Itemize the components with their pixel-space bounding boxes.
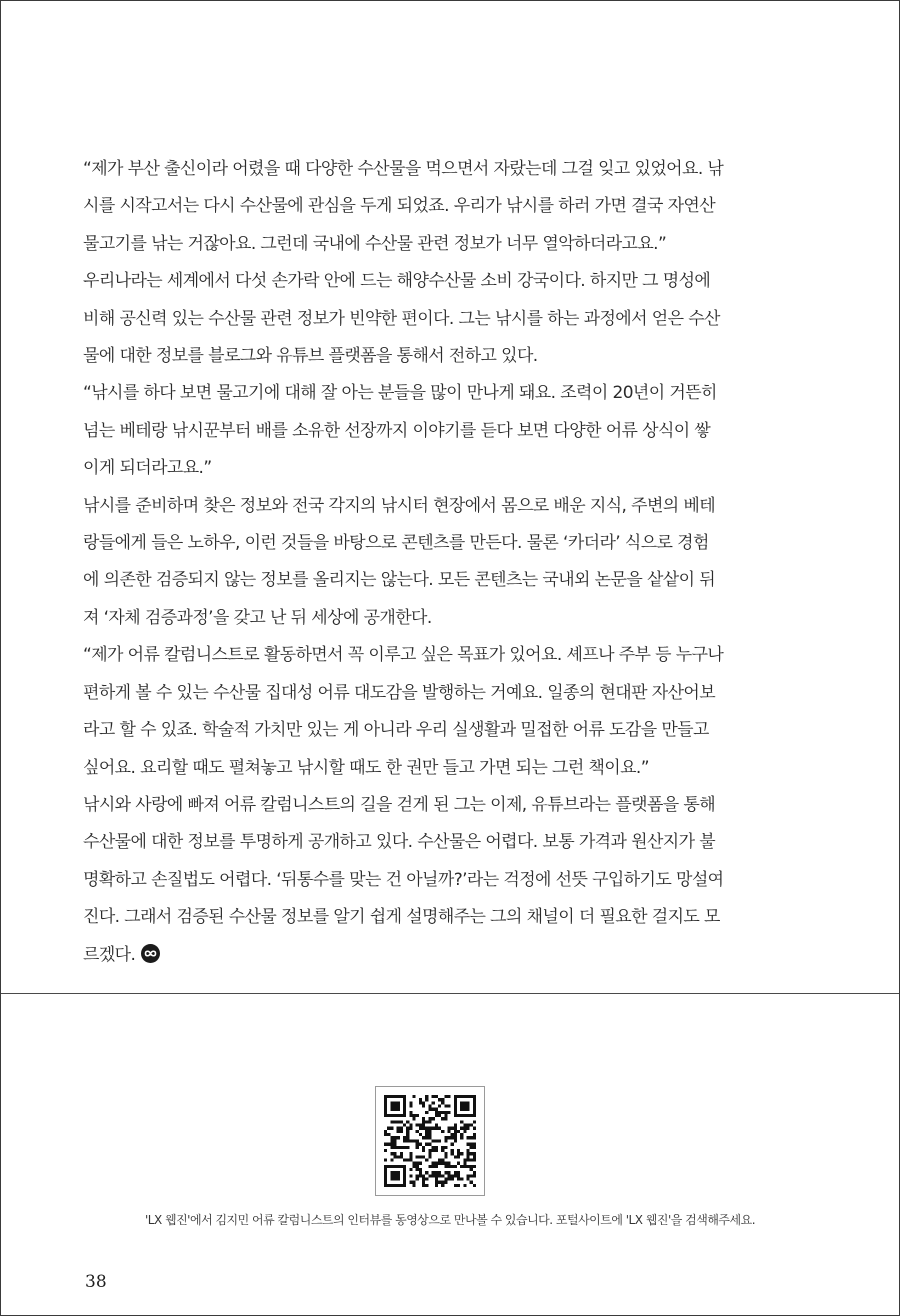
- section-divider: [1, 993, 899, 994]
- text-line-last: [83, 937, 781, 974]
- text-line: 라고 할 수 있죠. 학술적 가치만 있는 게 아니라 우리 실생활과 밀접한 어류 도감을 만들고: [83, 720, 709, 741]
- article-paragraph: [83, 787, 781, 974]
- page-number: 38: [85, 1272, 107, 1292]
- text-line: 낚시와 사랑에 빠져 어류 칼럼니스트의 길을 걷게 된 그는 이제, 유튜브라는 플랫폼을 통해: [83, 794, 716, 815]
- text-line: 넘는 베테랑 낚시꾼부터 배를 소유한 선장까지 이야기를 듣다 보면 다양한 어류 상식이 쌓: [83, 420, 711, 441]
- text-line: 져 ‘자체 검증과정’을 갖고 난 뒤 세상에 공개한다.: [83, 607, 432, 628]
- text-line: 물고기를 낚는 거잖아요. 그런데 국내에 수산물 관련 정보가 너무 열악하더라고요.”: [83, 233, 667, 254]
- lx-end-mark-icon: [141, 944, 160, 963]
- text-line-content: 르겠다.: [83, 944, 136, 965]
- text-line: 시를 시작고서는 다시 수산물에 관심을 두게 되었죠. 우리가 낚시를 하러 가면 결국 자연산: [83, 196, 716, 217]
- qr-caption: 'LX 웹진'에서 김지민 어류 칼럼니스트의 인터뷰를 동영상으로 만나볼 수 있습니다. 포털사이트에 'LX 웹진'을 검색해주세요.: [144, 1213, 756, 1227]
- article-paragraph: [83, 375, 781, 487]
- text-line: 에 의존한 검증되지 않는 정보를 올리지는 않는다. 모든 콘텐츠는 국내외 논문을 샅샅이 뒤: [83, 570, 716, 591]
- text-line: 명확하고 손질법도 어렵다. ‘뒤통수를 맞는 건 아닐까?’라는 걱정에 선뜻 구입하기도 망설여: [83, 869, 724, 890]
- qr-code-icon[interactable]: [375, 1086, 485, 1196]
- text-line: 이게 되더라고요.”: [83, 458, 212, 479]
- text-line: 랑들에게 들은 노하우, 이런 것들을 바탕으로 콘텐츠를 만든다. 물론 ‘카더라’ 식으로 경험: [83, 533, 709, 554]
- article-paragraph: [83, 637, 781, 787]
- text-line: 낚시를 준비하며 찾은 정보와 전국 각지의 낚시터 현장에서 몸으로 배운 지식, 주변의 베테: [83, 495, 716, 516]
- text-line: 비해 공신력 있는 수산물 관련 정보가 빈약한 편이다. 그는 낚시를 하는 과정에서 얻은 수산: [83, 308, 720, 329]
- text-line: 우리나라는 세계에서 다섯 손가락 안에 드는 해양수산물 소비 강국이다. 하지만 그 명성에: [83, 271, 711, 292]
- article-paragraph: [83, 151, 781, 263]
- text-line: 물에 대한 정보를 블로그와 유튜브 플랫폼을 통해서 전하고 있다.: [83, 346, 538, 367]
- text-line: 수산물에 대한 정보를 투명하게 공개하고 있다. 수산물은 어렵다. 보통 가격과 원산지가 불: [83, 832, 716, 853]
- text-line: “제가 부산 출신이라 어렸을 때 다양한 수산물을 먹으면서 자랐는데 그걸 잊고 있었어요. 낚: [83, 159, 724, 179]
- article-paragraph: [83, 488, 781, 638]
- article-body: [83, 151, 781, 974]
- text-line: 싶어요. 요리할 때도 펼쳐놓고 낚시할 때도 한 권만 들고 가면 되는 그런 책이요.”: [83, 757, 649, 778]
- article-paragraph: [83, 263, 781, 375]
- text-line: 진다. 그래서 검증된 수산물 정보를 알기 쉽게 설명해주는 그의 채널이 더 필요한 걸지도 모: [83, 907, 720, 928]
- text-line: “제가 어류 칼럼니스트로 활동하면서 꼭 이루고 싶은 목표가 있어요. 셰프나 주부 등 누구나: [83, 645, 724, 666]
- text-line: 편하게 볼 수 있는 수산물 집대성 어류 대도감을 발행하는 거예요. 일종의 현대판 자산어보: [83, 682, 716, 703]
- text-line: “낚시를 하다 보면 물고기에 대해 잘 아는 분들을 많이 만나게 돼요. 조력이 20년이 거뜬히: [83, 383, 717, 404]
